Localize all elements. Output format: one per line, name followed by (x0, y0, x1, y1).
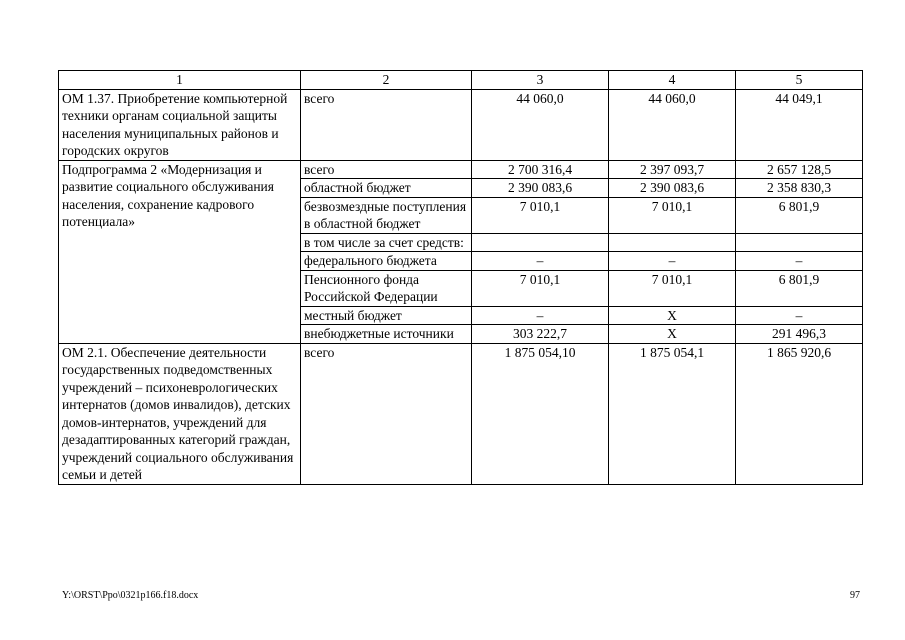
activity-cell: ОМ 1.37. Приобретение компьютерной техники органам социальной защиты населения муниципальных районов и городских округов (59, 89, 301, 160)
value-cell: – (736, 252, 863, 271)
value-cell (609, 233, 736, 252)
source-cell: всего (301, 343, 472, 484)
value-cell: 6 801,9 (736, 270, 863, 306)
value-cell: – (609, 252, 736, 271)
value-cell (736, 233, 863, 252)
value-cell: 2 390 083,6 (609, 179, 736, 198)
source-cell: областной бюджет (301, 179, 472, 198)
table-row (59, 89, 863, 160)
value-cell: Х (609, 325, 736, 344)
value-cell: 7 010,1 (609, 270, 736, 306)
value-cell: – (736, 306, 863, 325)
column-header: 4 (609, 71, 736, 90)
column-header: 5 (736, 71, 863, 90)
value-cell: 303 222,7 (472, 325, 609, 344)
value-cell: Х (609, 306, 736, 325)
page-number: 97 (850, 590, 860, 601)
source-cell: всего (301, 89, 472, 160)
value-cell (472, 233, 609, 252)
value-cell: – (472, 252, 609, 271)
value-cell: 2 700 316,4 (472, 160, 609, 179)
value-cell: 1 875 054,10 (472, 343, 609, 484)
table-row (59, 160, 863, 179)
source-cell: федерального бюджета (301, 252, 472, 271)
value-cell: 7 010,1 (472, 270, 609, 306)
value-cell: 44 060,0 (472, 89, 609, 160)
column-header: 3 (472, 71, 609, 90)
header-row (59, 71, 863, 90)
value-cell: 7 010,1 (472, 197, 609, 233)
source-cell: местный бюджет (301, 306, 472, 325)
source-cell: Пенсионного фонда Российской Федерации (301, 270, 472, 306)
source-cell: всего (301, 160, 472, 179)
value-cell: 6 801,9 (736, 197, 863, 233)
value-cell: 291 496,3 (736, 325, 863, 344)
value-cell: 2 390 083,6 (472, 179, 609, 198)
value-cell: 2 397 093,7 (609, 160, 736, 179)
budget-table (58, 70, 863, 485)
value-cell: 44 060,0 (609, 89, 736, 160)
file-path-footer: Y:\ORST\Ppo\0321p166.f18.docx (62, 590, 199, 601)
source-cell: в том числе за счет средств: (301, 233, 472, 252)
value-cell: 2 657 128,5 (736, 160, 863, 179)
value-cell: 1 865 920,6 (736, 343, 863, 484)
activity-cell: Подпрограмма 2 «Модернизация и развитие социального обслуживания населения, сохранение кадрового потенциала» (59, 160, 301, 343)
source-cell: безвозмездные поступления в областной бюджет (301, 197, 472, 233)
column-header: 1 (59, 71, 301, 90)
value-cell: – (472, 306, 609, 325)
source-cell: внебюджетные источники (301, 325, 472, 344)
value-cell: 2 358 830,3 (736, 179, 863, 198)
value-cell: 7 010,1 (609, 197, 736, 233)
table-row (59, 343, 863, 484)
value-cell: 44 049,1 (736, 89, 863, 160)
activity-cell: ОМ 2.1. Обеспечение деятельности государственных подведомственных учреждений – психоневрологических интернатов (домов инвалидов), детских домов-интернатов, учреждений для дезадаптированных категорий граждан, учреждений социального обслуживания семьи и детей (59, 343, 301, 484)
value-cell: 1 875 054,1 (609, 343, 736, 484)
column-header: 2 (301, 71, 472, 90)
